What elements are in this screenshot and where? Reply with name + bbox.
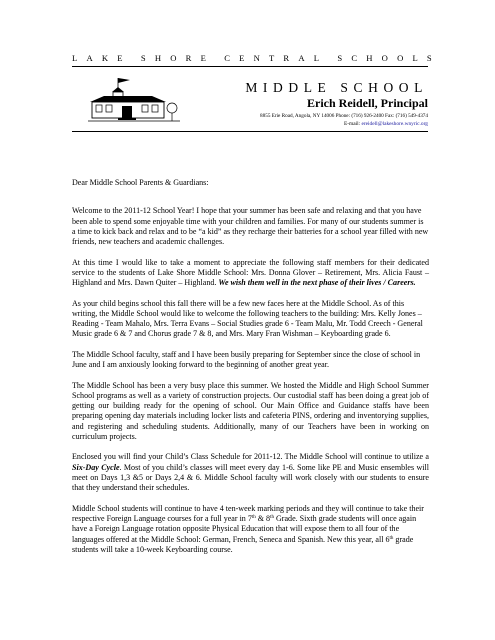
district-letter: L	[72, 53, 78, 63]
district-letter: H	[154, 53, 162, 63]
district-letter: A	[86, 53, 93, 63]
schedule-text-b: . Most of you child’s classes will meet every day 1-6. Some like PE and Music ensembles will meet on Days 1,3 &5 or Days 2,4 & 6. Middle School faculty will work closely with our students to ensure that they understand their schedules.	[72, 462, 429, 493]
district-letter: S	[140, 53, 146, 63]
email-link[interactable]: ereidell@lakeshore.wnyric.org	[361, 121, 428, 127]
header-rule-top	[72, 66, 428, 67]
salutation: Dear Middle School Parents & Guardians:	[72, 178, 209, 187]
fl-sup-2: th	[270, 514, 274, 520]
paragraph-staff-appreciation	[72, 258, 429, 289]
district-letter: O	[397, 53, 404, 63]
district-letter: O	[381, 53, 388, 63]
district-letter: A	[298, 53, 305, 63]
fl-sup-1: th	[251, 514, 256, 520]
district-letter: E	[200, 53, 206, 63]
staff-appreciation-emphasis: We wish them well in the next phase of their lives / Careers.	[218, 278, 416, 288]
district-letter: S	[426, 53, 432, 63]
email-line	[344, 121, 428, 127]
district-letter: R	[185, 53, 192, 63]
district-letter: E	[117, 53, 123, 63]
paragraph-preparation: The Middle School faculty, staff and I have been busily preparing for September since the close of school in June and I am anxiously looking forward to the beginning of another great year.	[72, 349, 421, 370]
school-title: MIDDLE SCHOOL	[245, 80, 428, 95]
paragraph-welcome: Welcome to the 2011-12 School Year! I hope that your summer has been safe and relaxing and that you have been able to spend some enjoyable time with your children and families. For many of our students summer is a time to kick back and relax and to be “a kid” as they recharge their batteries for a school year filled with new friends, new teachers and academic challenges.	[72, 206, 429, 247]
schoolhouse-logo-icon	[88, 72, 180, 128]
paragraph-schedule	[72, 452, 429, 493]
district-letter: T	[268, 53, 275, 63]
district-letter: R	[283, 53, 290, 63]
header-rule-bottom	[72, 131, 428, 132]
district-name	[72, 53, 432, 63]
fl-text-a: Middle School students will continue to have 4 ten-week marking periods and they will continue to take their respective Foreign Language courses for a full year in 7	[72, 503, 424, 523]
email-label: E-mail:	[343, 121, 362, 127]
fl-text-b: & 8	[255, 513, 271, 523]
letter-body	[72, 178, 429, 565]
paragraph-new-teachers: As your child begins school this fall there will be a few new faces here at the Middle School. As of this writing, the Middle School would like to welcome the following teachers to the building: Mrs. Kelly Jones – Reading - Team Mahalo, Mrs. Terra Evans – Social Studies grade 6 - Team Malu, Mr. Todd Creech - General Music grade 6 & 7 and Chorus grade 7 & 8, and Mrs. Mary Fran Wishman – Keyboarding grade 6.	[72, 298, 423, 339]
district-letter: C	[224, 53, 230, 63]
schedule-text-a: Enclosed you will find your Child’s Class Schedule for 2011-12. The Middle School will continue to utilize a	[72, 452, 429, 462]
school-address: 8855 Erie Road, Angola, NY 14006 Phone: (716) 926-2400 Fax: (716) 549-4374	[260, 113, 428, 119]
schedule-emphasis: Six-Day Cycle	[72, 462, 120, 472]
district-letter: L	[412, 53, 418, 63]
district-letter: C	[351, 53, 358, 63]
district-letter: E	[239, 53, 245, 63]
staff-appreciation-text: At this time I would like to take a moment to appreciate the following staff members for their dedicated service to the students of Lake Shore Middle School: Mrs. Donna Glover – Retirement, Mrs. Alicia Faust – Highland and Mrs. Dawn Quiter – Highland.	[72, 257, 429, 288]
district-letter: K	[101, 53, 109, 63]
fl-text-d: grade students will take a 10-week Keyboarding course.	[72, 534, 414, 554]
principal-name: Erich Reidell, Principal	[307, 96, 428, 110]
district-letter: S	[337, 53, 343, 63]
fl-text-c: Grade. Sixth grade students will once again have a Foreign Language rotation opposite Physical Education that will expose them to all four of the languages offered at the Middle School: German, French, Seneca and Spanish. New this year, all 6	[72, 513, 417, 544]
district-letter: L	[313, 53, 319, 63]
district-letter: H	[366, 53, 373, 63]
paragraph-summer: The Middle School has been a very busy place this summer. We hosted the Middle and High School Summer School programs as well as a variety of construction projects. Our custodial staff has been doing a great job of getting our building ready for the opening of school. Our Main Office and Guidance staffs have been preparing opening day materials including locker lists and cafeteria PINS, ordering and inventorying supplies, and registering and scheduling students. Additionally, many of our Teachers have been in working on curriculum projects.	[72, 380, 429, 442]
district-letter: N	[253, 53, 260, 63]
paragraph-foreign-language	[72, 504, 429, 555]
fl-sup-3: th	[389, 535, 394, 541]
district-letter: O	[170, 53, 177, 63]
